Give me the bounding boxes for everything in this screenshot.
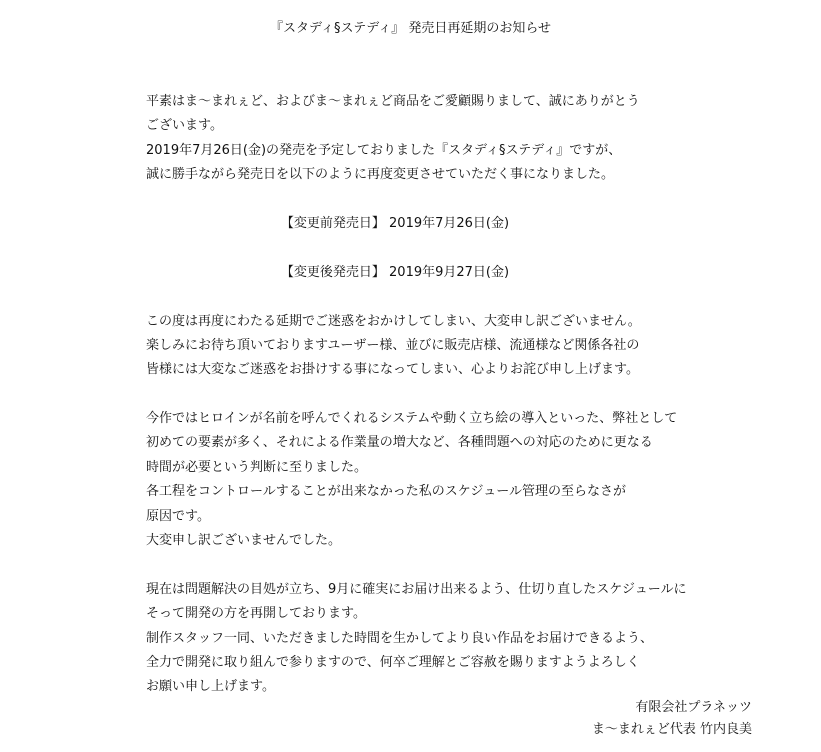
release-date-after: 【変更後発売日】 2019年9月27日(金) <box>280 264 510 280</box>
apology-line: 楽しみにお待ち頂いておりますユーザー様、並びに販売店様、流通様など関係各社の <box>146 337 640 353</box>
intro-line: ございます。 <box>146 118 223 134</box>
apology-line: 皆様には大変なご迷惑をお掛けする事になってしまい、心よりお詫び申し上げます。 <box>146 362 639 378</box>
paragraph-gap <box>146 236 766 260</box>
reason-line: 原因です。 <box>146 508 210 524</box>
paragraph-gap <box>146 383 766 407</box>
closing-line: そって開発の方を再開しております。 <box>146 606 366 622</box>
paragraph-gap <box>146 553 766 577</box>
paragraph-gap <box>146 285 766 309</box>
intro-line: 平素はま～まれぇど、およびま～まれぇど商品をご愛顧賜りまして、誠にありがとう <box>146 94 640 109</box>
reason-line: 各工程をコントロールすることが出来なかった私のスケジュール管理の至らなさが <box>146 484 626 500</box>
representative-name: ま～まれぇど代表 竹内良美 <box>591 722 752 737</box>
closing-line: お願い申し上げます。 <box>146 679 275 695</box>
closing-line: 全力で開発に取り組んで参りますので、何卒ご理解とご容赦を賜りますようよろしく <box>146 654 640 670</box>
notice-body <box>146 90 766 700</box>
company-name: 有限会社プラネッツ <box>635 700 752 715</box>
paragraph-gap <box>146 188 766 212</box>
intro-line: 誠に勝手ながら発売日を以下のように再度変更させていただく事になりました。 <box>146 167 615 183</box>
reason-line: 時間が必要という判断に至りました。 <box>146 459 368 475</box>
release-date-before: 【変更前発売日】 2019年7月26日(金) <box>280 215 510 231</box>
page-title: 『スタディ§ステディ』 発売日再延期のお知らせ <box>270 21 551 36</box>
reason-line: 初めての要素が多く、それによる作業量の増大など、各種問題への対応のために更なる <box>146 435 653 451</box>
reason-line: 今作ではヒロインが名前を呼んでくれるシステムや動く立ち絵の導入といった、弊社として <box>146 411 678 427</box>
intro-line: 2019年7月26日(金)の発売を予定しておりました『スタディ§ステディ』ですが、 <box>146 142 622 158</box>
reason-line: 大変申し訳ございませんでした。 <box>146 533 342 549</box>
closing-line: 制作スタッフ一同、いただきました時間を生かしてより良い作品をお届けできるよう、 <box>146 630 654 646</box>
closing-line: 現在は問題解決の目処が立ち、9月に確実にお届け出来るよう、仕切り直したスケジュールに <box>146 581 687 597</box>
signature <box>592 697 752 741</box>
apology-line: この度は再度にわたる延期でご迷惑をおかけしてしまい、大変申し訳ございません。 <box>146 313 641 329</box>
